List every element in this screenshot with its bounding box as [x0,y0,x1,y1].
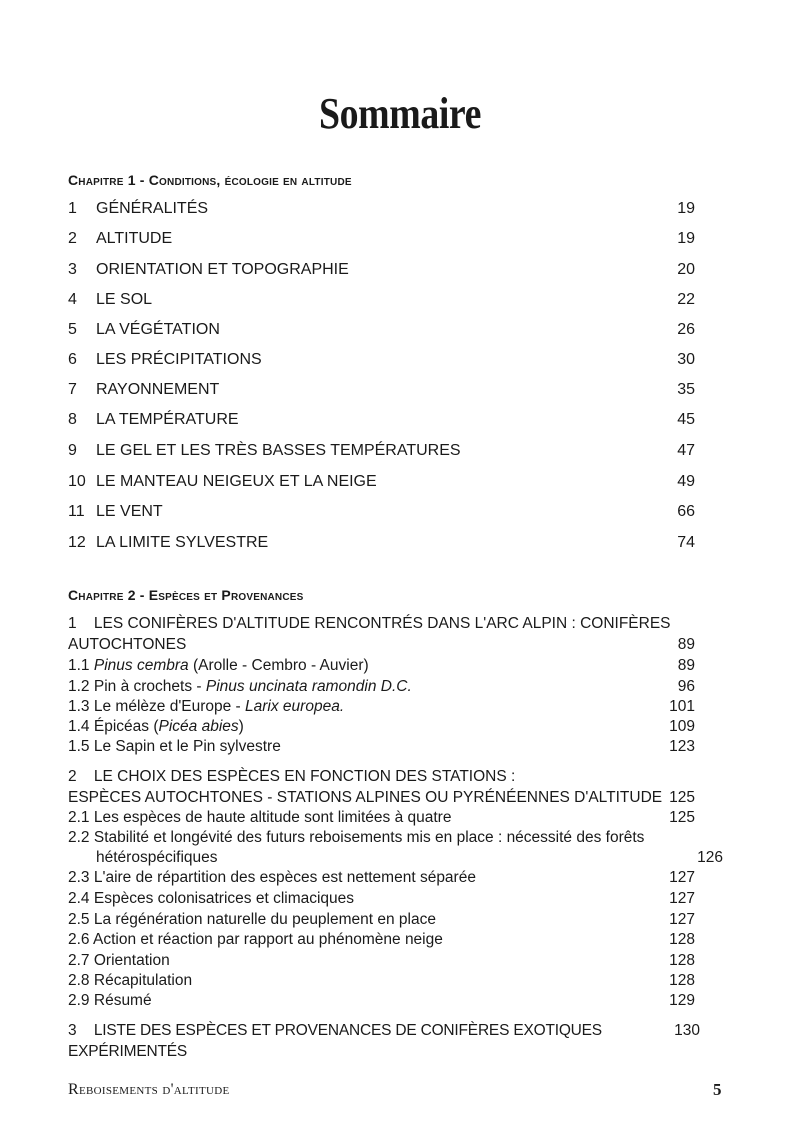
toc-entry-continuation[interactable] [68,788,695,809]
entry-label: La régénération naturelle du peuplement en place [93,911,436,928]
entry-number: 2.2 [68,829,90,846]
entry-page: 89 [677,636,695,653]
toc-subentry[interactable] [68,889,695,910]
toc-entry[interactable] [68,534,695,558]
toc-subentry-continuation[interactable] [68,848,723,869]
entry-label: ) [238,718,244,735]
entry-label: LES PRÉCIPITATIONS [96,351,262,368]
entry-label: GÉNÉRALITÉS [96,200,209,217]
toc-entry[interactable] [68,261,695,285]
entry-number: 2.6 [68,931,90,948]
entry-page: 128 [669,972,695,989]
entry-number: 8 [68,411,77,428]
toc-entry-continuation[interactable] [68,635,695,656]
entry-label: LES CONIFÈRES D'ALTITUDE RENCONTRÉS DANS L'ARC ALPIN : CONIFÈRES [93,615,671,632]
entry-label: LA LIMITE SYLVESTRE [96,534,269,551]
toc-subentry[interactable] [68,868,695,889]
entry-page: 125 [669,789,695,806]
entry-number: 2 [68,230,77,247]
entry-page: 130 [674,1022,700,1039]
entry-italic: Pinus uncinata ramondin D.C. [205,678,412,695]
entry-number: 2.1 [68,809,90,826]
entry-page: 22 [677,291,695,308]
toc-entry[interactable] [68,767,695,788]
toc-subentry[interactable] [68,951,695,972]
toc-entry[interactable] [68,200,695,224]
entry-label: LE MANTEAU NEIGEUX ET LA NEIGE [96,473,377,490]
entry-number: 2.5 [68,911,90,928]
toc-subentry[interactable] [68,808,695,829]
entry-italic: Larix europea. [245,698,345,715]
entry-number: 1.2 [68,678,90,695]
entry-number: 1.4 [68,718,90,735]
entry-page: 96 [677,678,695,695]
entry-label: Espèces colonisatrices et climaciques [93,890,355,907]
toc-subentry[interactable] [68,656,695,677]
entry-number: 2.7 [68,952,90,969]
entry-label: LE SOL [96,291,153,308]
entry-number: 1 [68,615,77,632]
toc-entry[interactable] [68,503,695,527]
toc-subentry[interactable] [68,697,695,718]
chapter-1-prefix: Chapitre 1 - [68,172,149,188]
entry-label: ALTITUDE [96,230,173,247]
entry-label: RAYONNEMENT [96,381,220,398]
page-title: Sommaire [319,89,481,138]
toc-entry[interactable] [68,473,695,497]
entry-page: 127 [669,890,695,907]
toc-subentry[interactable] [68,677,695,698]
chapter-2-prefix: Chapitre 2 - [68,587,149,603]
entry-label: Action et réaction par rapport au phénomène neige [93,931,443,948]
entry-number: 2.8 [68,972,90,989]
entry-page: 127 [669,911,695,928]
toc-subentry[interactable] [68,910,695,931]
chapter-2-title: Espèces et Provenances [148,587,304,603]
entry-label: Stabilité et longévité des futurs reboisements mis en place : nécessité des forêts [93,829,645,846]
entry-page: 45 [677,411,695,428]
entry-page: 125 [669,809,695,826]
entry-italic: Picéa abies [158,718,239,735]
entry-page: 128 [669,931,695,948]
entry-label: AUTOCHTONES [68,636,187,653]
entry-page: 74 [677,534,695,551]
entry-label: Épicéas ( [93,718,159,735]
entry-label: LA VÉGÉTATION [96,321,220,338]
entry-label: Résumé [93,992,152,1009]
entry-page: 128 [669,952,695,969]
entry-label: Le Sapin et le Pin sylvestre [93,738,281,755]
entry-label: Pin à crochets - [93,678,206,695]
entry-label: Orientation [93,952,170,969]
entry-page: 66 [677,503,695,520]
entry-page: 26 [677,321,695,338]
toc-entry[interactable] [68,230,695,254]
entry-label: LISTE DES ESPÈCES ET PROVENANCES DE CONIFÈRES EXOTIQUES EXPÉRIMENTÉS [68,1022,602,1060]
toc-entry[interactable] [68,291,695,315]
entry-page: 127 [669,869,695,886]
toc-subentry[interactable] [68,717,695,738]
entry-number: 1 [68,200,77,217]
entry-page: 35 [677,381,695,398]
entry-number: 2 [68,768,77,785]
toc-entry[interactable] [68,381,695,405]
entry-page: 109 [669,718,695,735]
chapter-2-heading [68,587,304,603]
entry-label: LA TEMPÉRATURE [96,411,239,428]
entry-label: Les espèces de haute altitude sont limitées à quatre [93,809,452,826]
entry-label: hétérospécifiques [96,849,218,866]
entry-page: 20 [677,261,695,278]
entry-label: Le mélèze d'Europe - [93,698,246,715]
toc-entry[interactable] [68,321,695,345]
entry-number: 12 [68,534,86,551]
entry-page: 126 [697,849,723,866]
entry-label: L'aire de répartition des espèces est nettement séparée [93,869,476,886]
entry-number: 3 [68,261,77,278]
entry-label: (Arolle - Cembro - Auvier) [188,657,369,674]
entry-label: LE CHOIX DES ESPÈCES EN FONCTION DES STATIONS : [93,768,516,785]
toc-entry[interactable] [68,351,695,375]
entry-page: 19 [677,200,695,217]
entry-label: ESPÈCES AUTOCHTONES - STATIONS ALPINES OU PYRÉNÉENNES D'ALTITUDE [68,789,663,806]
entry-label: LE VENT [96,503,163,520]
toc-subentry[interactable] [68,930,695,951]
entry-number: 7 [68,381,77,398]
page-number: 5 [713,1080,722,1099]
toc-entry[interactable] [68,1021,700,1062]
toc-subentry[interactable] [68,737,695,758]
entry-number: 2.3 [68,869,90,886]
entry-page: 19 [677,230,695,247]
entry-page: 101 [669,698,695,715]
entry-label: ORIENTATION ET TOPOGRAPHIE [96,261,349,278]
entry-page: 30 [677,351,695,368]
toc-entry[interactable] [68,411,695,435]
entry-number: 2.9 [68,992,90,1009]
toc-entry[interactable] [68,614,695,635]
entry-number: 1.1 [68,657,90,674]
entry-page: 123 [669,738,695,755]
entry-label: Récapitulation [93,972,193,989]
entry-page: 49 [677,473,695,490]
entry-number: 6 [68,351,77,368]
entry-page: 89 [677,657,695,674]
entry-number: 5 [68,321,77,338]
entry-number: 1.5 [68,738,90,755]
entry-page: 129 [669,992,695,1009]
chapter-1-title: Conditions, écologie en altitude [148,172,352,188]
toc-subentry[interactable] [68,991,695,1012]
entry-number: 9 [68,442,77,459]
toc-subentry[interactable] [68,828,695,849]
entry-page: 47 [677,442,695,459]
entry-number: 10 [68,473,86,490]
toc-entry[interactable] [68,442,695,466]
running-title: Reboisements d'altitude [68,1081,230,1098]
entry-number: 4 [68,291,77,308]
entry-number: 1.3 [68,698,90,715]
entry-number: 11 [68,503,85,520]
entry-italic: Pinus cembra [93,657,189,674]
chapter-1-heading [68,172,352,188]
entry-number: 3 [68,1022,77,1039]
entry-number: 2.4 [68,890,90,907]
entry-label: LE GEL ET LES TRÈS BASSES TEMPÉRATURES [96,442,461,459]
toc-subentry[interactable] [68,971,695,992]
